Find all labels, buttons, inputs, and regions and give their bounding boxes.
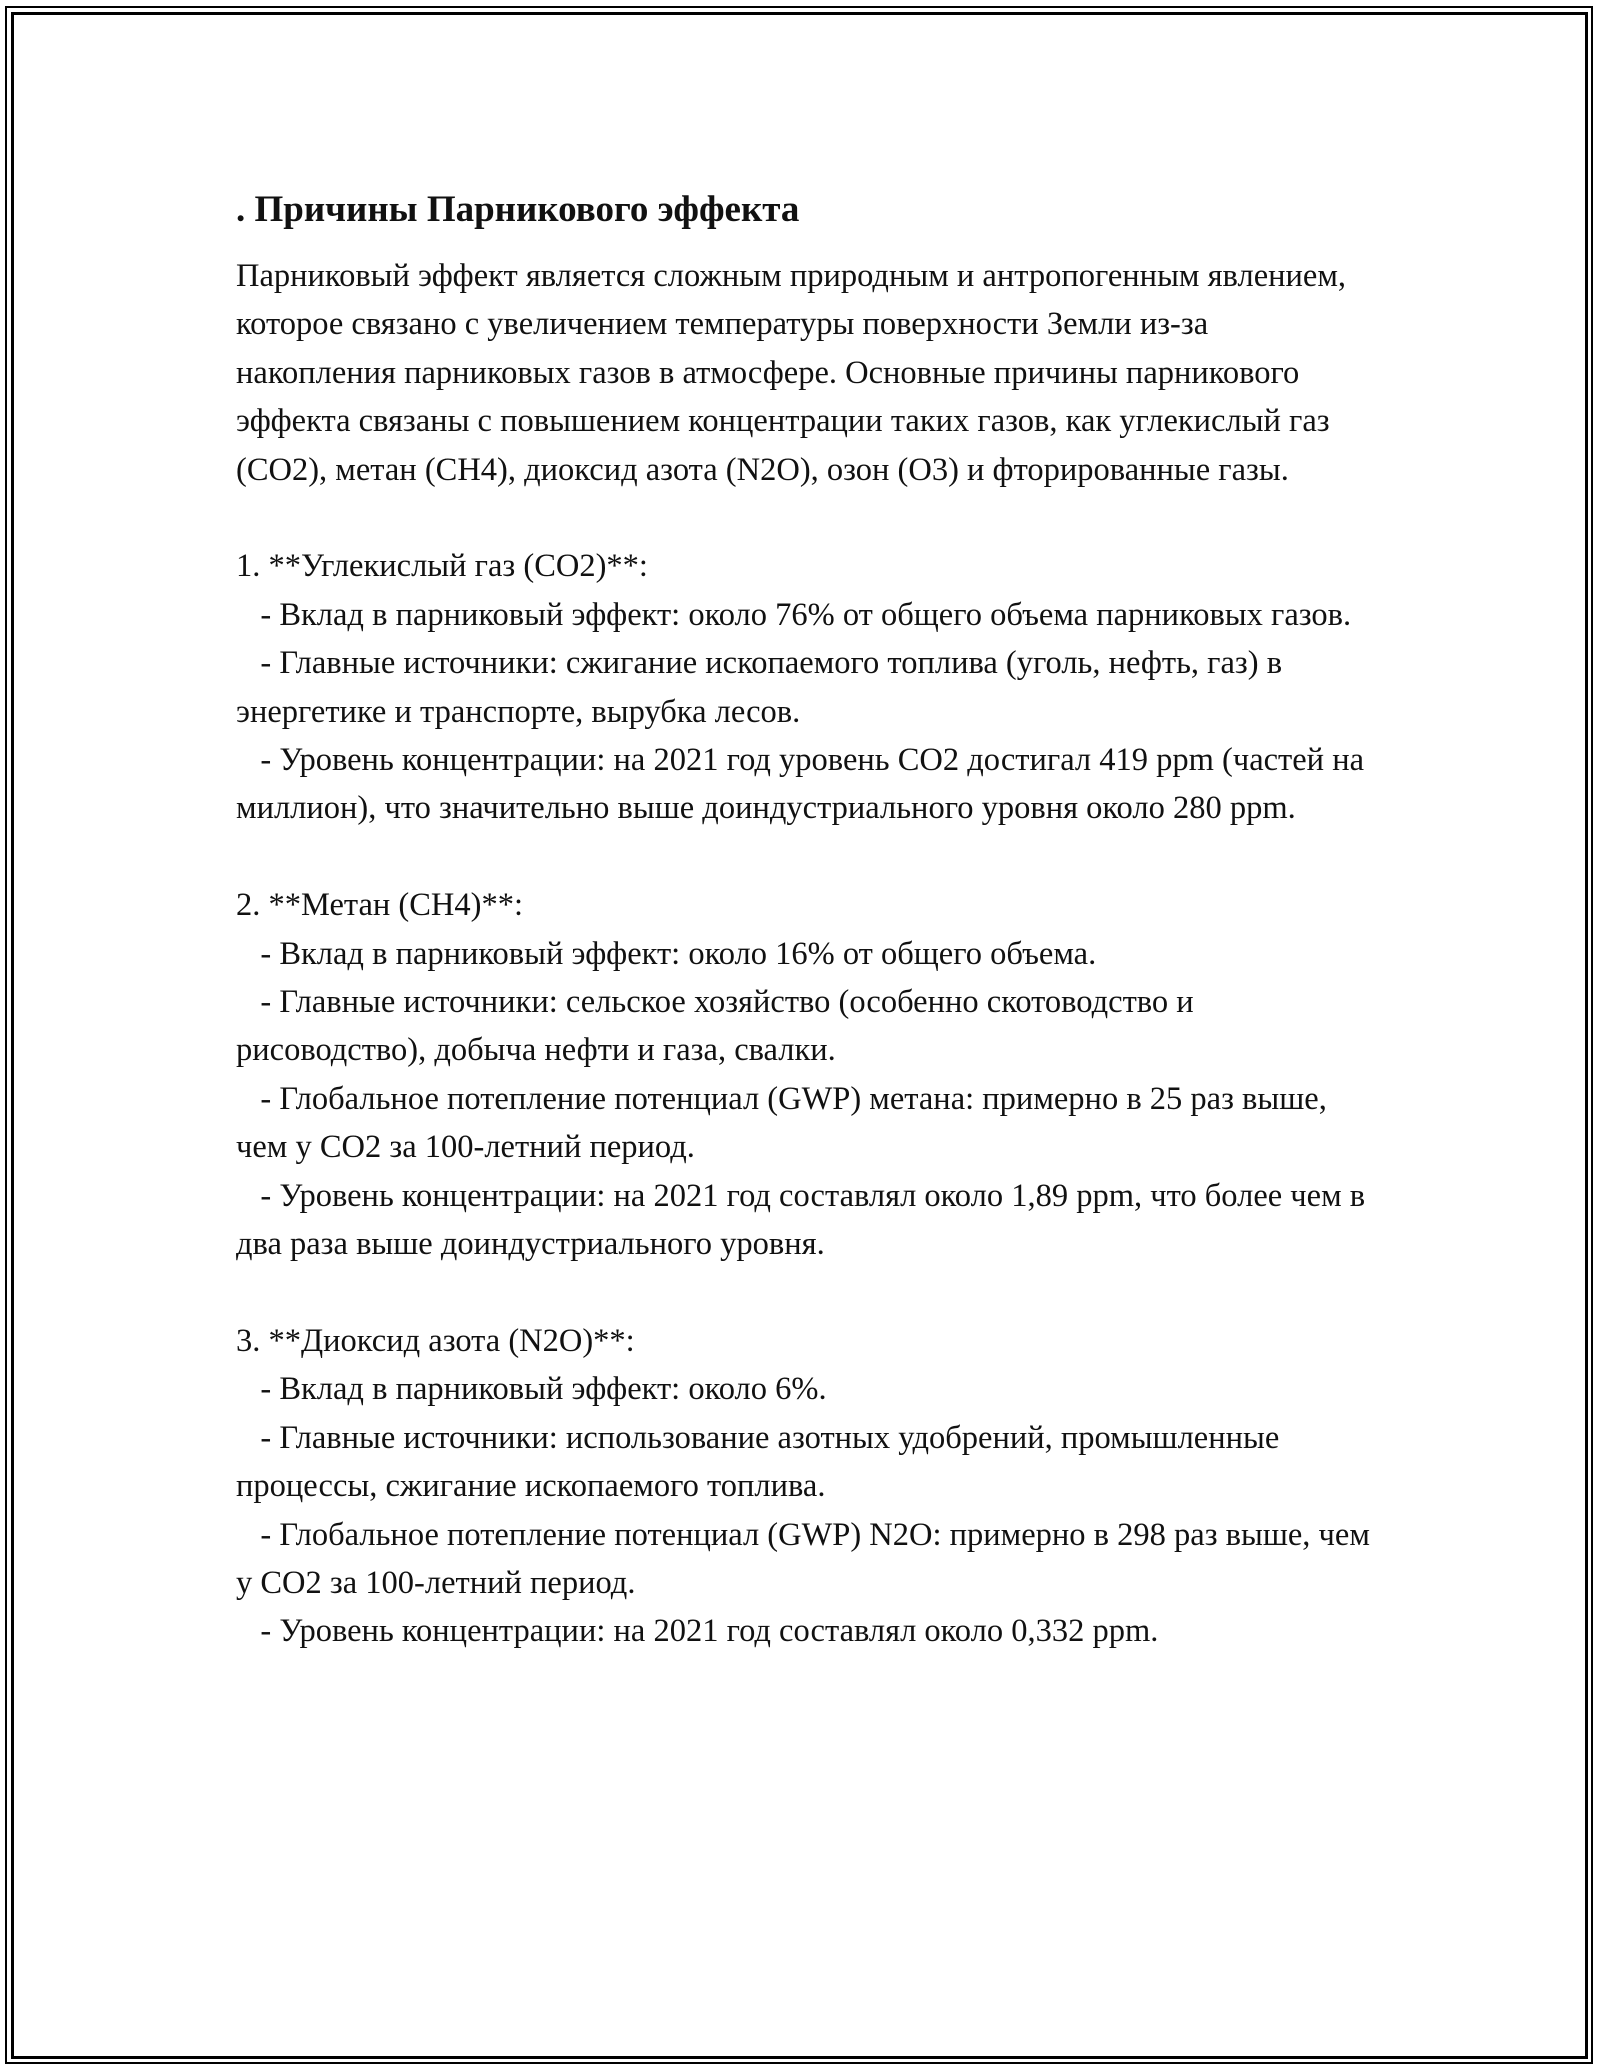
list-item: - Уровень концентрации: на 2021 год составлял около 0,332 ppm. [236,1613,1159,1650]
section-co2 [236,542,1376,832]
list-item: - Глобальное потепление потенциал (GWP) метана: примерно в 25 раз выше, чем у CO2 за 100-летний период. [236,1080,1335,1166]
list-item: - Вклад в парниковый эффект: около 76% от общего объема парниковых газов. [236,596,1352,633]
list-item: - Вклад в парниковый эффект: около 6%. [236,1371,827,1408]
list-item: - Глобальное потепление потенциал (GWP) N2O: примерно в 298 раз выше, чем у CO2 за 100-летний период. [236,1516,1379,1601]
list-item: - Главные источники: сельское хозяйство (особенно скотоводство и рисоводство), добыча нефти и газа, свалки. [236,984,1202,1069]
document-body [236,186,1379,1656]
list-item: - Главные источники: сжигание ископаемого топлива (уголь, нефть, газ) в энергетике и транспорте, вырубка лесов. [236,645,1291,730]
list-item: - Уровень концентрации: на 2021 год составлял около 1,89 ppm, что более чем в два раза выше доиндустриального уровня. [236,1177,1374,1263]
section-n2o [236,1317,1379,1656]
list-item: - Главные источники: использование азотных удобрений, промышленные процессы, сжигание ископаемого топлива. [236,1419,1288,1505]
section-heading: 2. **Метан (CH4)**: [236,887,524,924]
document-title: . Причины Парникового эффекта [236,189,800,230]
section-ch4 [236,881,1376,1268]
list-item: - Вклад в парниковый эффект: около 16% от общего объема. [236,935,1097,972]
intro-paragraph: Парниковый эффект является сложным природным и антропогенным явлением, которое связано с увеличением температуры поверхности Земли из-за накопления парниковых газов в атмосфере. Основные причины парникового эффекта связаны с повышением концентрации таких газов, как углекислый газ (CO2), метан (CH4), диоксид азота (N2O), озон (O3) и фторированные газы. [236,258,1347,488]
section-heading: 1. **Углекислый газ (CO2)**: [236,548,648,585]
list-item: - Уровень концентрации: на 2021 год уровень CO2 достигал 419 ppm (частей на миллион), что значительно выше доиндустриального уровня около 280 ppm. [236,742,1373,827]
section-heading: 3. **Диоксид азота (N2O)**: [236,1322,635,1359]
